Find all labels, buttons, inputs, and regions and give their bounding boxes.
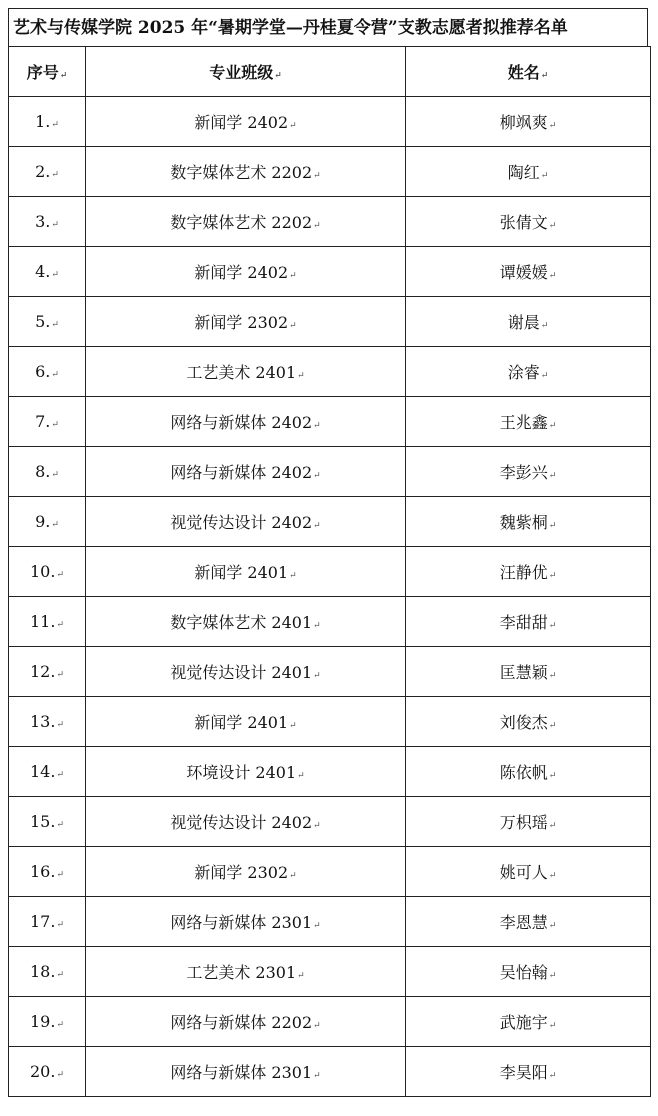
major-class-cell-text: 网络与新媒体 2301: [170, 1063, 313, 1082]
major-class-cell-text: 视觉传达设计 2402: [170, 813, 313, 832]
major-class-cell: [86, 997, 406, 1047]
paragraph-mark-icon: ↵: [313, 521, 321, 531]
paragraph-mark-icon: ↵: [289, 121, 297, 131]
paragraph-mark-icon: ↵: [51, 320, 59, 330]
paragraph-mark-icon: ↵: [313, 821, 321, 831]
table-row: [9, 747, 651, 797]
paragraph-mark-icon: ↵: [313, 421, 321, 431]
paragraph-mark-icon: ↵: [56, 670, 64, 680]
major-class-cell-text: 视觉传达设计 2401: [170, 663, 313, 682]
student-name-cell: [406, 347, 651, 397]
major-class-cell: [86, 497, 406, 547]
major-class-cell-text: 网络与新媒体 2301: [170, 913, 313, 932]
serial-number-cell-text: 17.: [30, 912, 56, 931]
paragraph-mark-icon: ↵: [548, 671, 557, 681]
serial-number-cell: [9, 497, 86, 547]
paragraph-mark-icon: ↵: [56, 870, 64, 880]
serial-number-cell: [9, 997, 86, 1047]
student-name-cell-text: 谭媛媛: [499, 263, 548, 282]
table-row: [9, 97, 651, 147]
paragraph-mark-icon: ↵: [313, 171, 321, 181]
table-body: [9, 97, 651, 1097]
major-class-cell: [86, 847, 406, 897]
major-class-cell: [86, 747, 406, 797]
paragraph-mark-icon: ↵: [540, 171, 549, 181]
serial-number-cell: [9, 897, 86, 947]
serial-number-cell: [9, 847, 86, 897]
paragraph-mark-icon: ↵: [313, 1071, 321, 1081]
header-name: 姓名↵: [406, 47, 651, 97]
paragraph-mark-icon: ↵: [313, 221, 321, 231]
table-row: [9, 247, 651, 297]
paragraph-mark-icon: ↵: [548, 621, 557, 631]
major-class-cell: [86, 547, 406, 597]
paragraph-mark-icon: ↵: [540, 321, 549, 331]
paragraph-mark-icon: ↵: [56, 970, 64, 980]
document-title: 艺术与传媒学院 2025 年“暑期学堂—丹桂夏令营”支教志愿者拟推荐名单: [8, 8, 648, 46]
paragraph-mark-icon: ↵: [548, 771, 557, 781]
paragraph-mark-icon: ↵: [297, 971, 305, 981]
header-serial-number: 序号↵: [9, 47, 86, 97]
major-class-cell: [86, 797, 406, 847]
major-class-cell: [86, 147, 406, 197]
paragraph-mark-icon: ↵: [56, 1070, 64, 1080]
serial-number-cell: [9, 447, 86, 497]
serial-number-cell-text: 15.: [30, 812, 56, 831]
major-class-cell: [86, 97, 406, 147]
serial-number-cell-text: 14.: [30, 762, 56, 781]
serial-number-cell-text: 16.: [30, 862, 56, 881]
serial-number-cell: [9, 147, 86, 197]
serial-number-cell-text: 2.: [35, 162, 51, 181]
major-class-cell: [86, 697, 406, 747]
paragraph-mark-icon: ↵: [548, 421, 557, 431]
student-name-cell: [406, 497, 651, 547]
paragraph-mark-icon: ↵: [297, 371, 305, 381]
major-class-cell: [86, 947, 406, 997]
table-row: [9, 647, 651, 697]
paragraph-mark-icon: ↵: [51, 470, 59, 480]
paragraph-mark-icon: ↵: [313, 921, 321, 931]
table-row: [9, 297, 651, 347]
major-class-cell: [86, 897, 406, 947]
table-row: [9, 597, 651, 647]
student-name-cell: [406, 147, 651, 197]
table-header-row: [9, 47, 651, 97]
paragraph-mark-icon: ↵: [548, 821, 557, 831]
serial-number-cell: [9, 747, 86, 797]
student-name-cell-text: 魏紫桐: [499, 513, 548, 532]
serial-number-cell-text: 8.: [35, 462, 51, 481]
major-class-cell-text: 网络与新媒体 2202: [170, 1013, 313, 1032]
paragraph-mark-icon: ↵: [548, 221, 557, 231]
major-class-cell-text: 数字媒体艺术 2202: [170, 213, 313, 232]
major-class-cell: [86, 597, 406, 647]
serial-number-cell: [9, 797, 86, 847]
student-name-cell-text: 姚可人: [499, 863, 548, 882]
table-row: [9, 447, 651, 497]
paragraph-mark-icon: ↵: [548, 971, 557, 981]
serial-number-cell-text: 18.: [30, 962, 56, 981]
serial-number-cell-text: 6.: [35, 362, 51, 381]
serial-number-cell-text: 12.: [30, 662, 56, 681]
paragraph-mark-icon: ↵: [56, 770, 64, 780]
serial-number-cell: [9, 647, 86, 697]
student-name-cell-text: 武施宇: [499, 1013, 548, 1032]
paragraph-mark-icon: ↵: [51, 220, 59, 230]
student-name-cell: [406, 1047, 651, 1097]
major-class-cell-text: 环境设计 2401: [186, 763, 297, 782]
major-class-cell: [86, 347, 406, 397]
table-row: [9, 147, 651, 197]
paragraph-mark-icon: ↵: [548, 871, 557, 881]
paragraph-mark-icon: ↵: [289, 271, 297, 281]
paragraph-mark-icon: ↵: [51, 520, 59, 530]
student-name-cell-text: 王兆鑫: [499, 413, 548, 432]
student-name-cell: [406, 97, 651, 147]
paragraph-mark-icon: ↵: [289, 871, 297, 881]
student-name-cell-text: 陶红: [507, 163, 540, 182]
major-class-cell-text: 新闻学 2401: [194, 563, 289, 582]
major-class-cell: [86, 297, 406, 347]
student-name-cell-text: 李甜甜: [499, 613, 548, 632]
paragraph-mark-icon: ↵: [56, 1020, 64, 1030]
student-name-cell-text: 涂睿: [507, 363, 540, 382]
serial-number-cell: [9, 1047, 86, 1097]
student-name-cell-text: 张倩文: [499, 213, 548, 232]
table-row: [9, 847, 651, 897]
student-name-cell: [406, 547, 651, 597]
student-name-cell: [406, 947, 651, 997]
table-row: [9, 797, 651, 847]
serial-number-cell-text: 9.: [35, 512, 51, 531]
table-row: [9, 997, 651, 1047]
recommendation-table: [8, 46, 651, 1097]
student-name-cell: [406, 297, 651, 347]
paragraph-mark-icon: ↵: [313, 471, 321, 481]
table-row: [9, 497, 651, 547]
major-class-cell-text: 新闻学 2302: [194, 863, 289, 882]
major-class-cell-text: 工艺美术 2401: [186, 363, 297, 382]
serial-number-cell: [9, 297, 86, 347]
serial-number-cell-text: 1.: [35, 112, 51, 131]
student-name-cell-text: 陈依帆: [499, 763, 548, 782]
table-row: [9, 547, 651, 597]
paragraph-mark-icon: ↵: [548, 521, 557, 531]
paragraph-mark-icon: ↵: [56, 920, 64, 930]
student-name-cell-text: 柳飒爽: [499, 113, 548, 132]
serial-number-cell-text: 19.: [30, 1012, 56, 1031]
major-class-cell: [86, 397, 406, 447]
paragraph-mark-icon: ↵: [51, 270, 59, 280]
paragraph-mark-icon: ↵: [56, 720, 64, 730]
paragraph-mark-icon: ↵: [297, 771, 305, 781]
paragraph-mark-icon: ↵: [548, 1021, 557, 1031]
table-row: [9, 1047, 651, 1097]
paragraph-mark-icon: ↵: [548, 471, 557, 481]
serial-number-cell: [9, 247, 86, 297]
major-class-cell-text: 网络与新媒体 2402: [170, 413, 313, 432]
student-name-cell: [406, 597, 651, 647]
serial-number-cell: [9, 697, 86, 747]
table-row: [9, 347, 651, 397]
paragraph-mark-icon: ↵: [289, 721, 297, 731]
student-name-cell-text: 李彭兴: [499, 463, 548, 482]
paragraph-mark-icon: ↵: [289, 321, 297, 331]
paragraph-mark-icon: ↵: [51, 370, 59, 380]
serial-number-cell-text: 3.: [35, 212, 51, 231]
serial-number-cell-text: 10.: [30, 562, 56, 581]
student-name-cell-text: 万枳瑶: [499, 813, 548, 832]
paragraph-mark-icon: ↵: [313, 1021, 321, 1031]
serial-number-cell-text: 11.: [30, 612, 56, 631]
paragraph-mark-icon: ↵: [56, 570, 64, 580]
student-name-cell: [406, 397, 651, 447]
serial-number-cell-text: 13.: [30, 712, 56, 731]
student-name-cell-text: 汪静优: [499, 563, 548, 582]
student-name-cell-text: 匡慧颖: [499, 663, 548, 682]
table-row: [9, 897, 651, 947]
student-name-cell: [406, 197, 651, 247]
student-name-cell: [406, 447, 651, 497]
major-class-cell-text: 数字媒体艺术 2202: [170, 163, 313, 182]
major-class-cell: [86, 1047, 406, 1097]
serial-number-cell: [9, 97, 86, 147]
student-name-cell: [406, 797, 651, 847]
serial-number-cell-text: 7.: [35, 412, 51, 431]
student-name-cell: [406, 997, 651, 1047]
paragraph-mark-icon: ↵: [313, 621, 321, 631]
student-name-cell-text: 刘俊杰: [499, 713, 548, 732]
major-class-cell-text: 工艺美术 2301: [186, 963, 297, 982]
table-row: [9, 197, 651, 247]
major-class-cell: [86, 447, 406, 497]
major-class-cell-text: 视觉传达设计 2402: [170, 513, 313, 532]
paragraph-mark-icon: ↵: [289, 571, 297, 581]
major-class-cell: [86, 647, 406, 697]
paragraph-mark-icon: ↵: [548, 271, 557, 281]
student-name-cell: [406, 247, 651, 297]
major-class-cell-text: 新闻学 2401: [194, 713, 289, 732]
student-name-cell: [406, 897, 651, 947]
serial-number-cell: [9, 947, 86, 997]
student-name-cell-text: 李昊阳: [499, 1063, 548, 1082]
student-name-cell-text: 吴怡翰: [499, 963, 548, 982]
major-class-cell: [86, 197, 406, 247]
paragraph-mark-icon: ↵: [51, 170, 59, 180]
student-name-cell-text: 谢晨: [507, 313, 540, 332]
paragraph-mark-icon: ↵: [51, 120, 59, 130]
table-row: [9, 947, 651, 997]
header-major-class: 专业班级↵: [86, 47, 406, 97]
paragraph-mark-icon: ↵: [540, 371, 549, 381]
serial-number-cell: [9, 347, 86, 397]
serial-number-cell: [9, 197, 86, 247]
major-class-cell-text: 新闻学 2402: [194, 113, 289, 132]
major-class-cell: [86, 247, 406, 297]
table-row: [9, 697, 651, 747]
paragraph-mark-icon: ↵: [56, 620, 64, 630]
table-row: [9, 397, 651, 447]
paragraph-mark-icon: ↵: [548, 571, 557, 581]
serial-number-cell-text: 4.: [35, 262, 51, 281]
serial-number-cell: [9, 397, 86, 447]
major-class-cell-text: 网络与新媒体 2402: [170, 463, 313, 482]
student-name-cell: [406, 847, 651, 897]
serial-number-cell: [9, 597, 86, 647]
student-name-cell: [406, 647, 651, 697]
student-name-cell: [406, 747, 651, 797]
paragraph-mark-icon: ↵: [56, 820, 64, 830]
student-name-cell: [406, 697, 651, 747]
paragraph-mark-icon: ↵: [548, 121, 557, 131]
serial-number-cell-text: 5.: [35, 312, 51, 331]
major-class-cell-text: 新闻学 2402: [194, 263, 289, 282]
paragraph-mark-icon: ↵: [548, 721, 557, 731]
student-name-cell-text: 李恩慧: [499, 913, 548, 932]
major-class-cell-text: 新闻学 2302: [194, 313, 289, 332]
paragraph-mark-icon: ↵: [548, 921, 557, 931]
major-class-cell-text: 数字媒体艺术 2401: [170, 613, 313, 632]
serial-number-cell-text: 20.: [30, 1062, 56, 1081]
paragraph-mark-icon: ↵: [51, 420, 59, 430]
paragraph-mark-icon: ↵: [548, 1071, 557, 1081]
serial-number-cell: [9, 547, 86, 597]
paragraph-mark-icon: ↵: [313, 671, 321, 681]
